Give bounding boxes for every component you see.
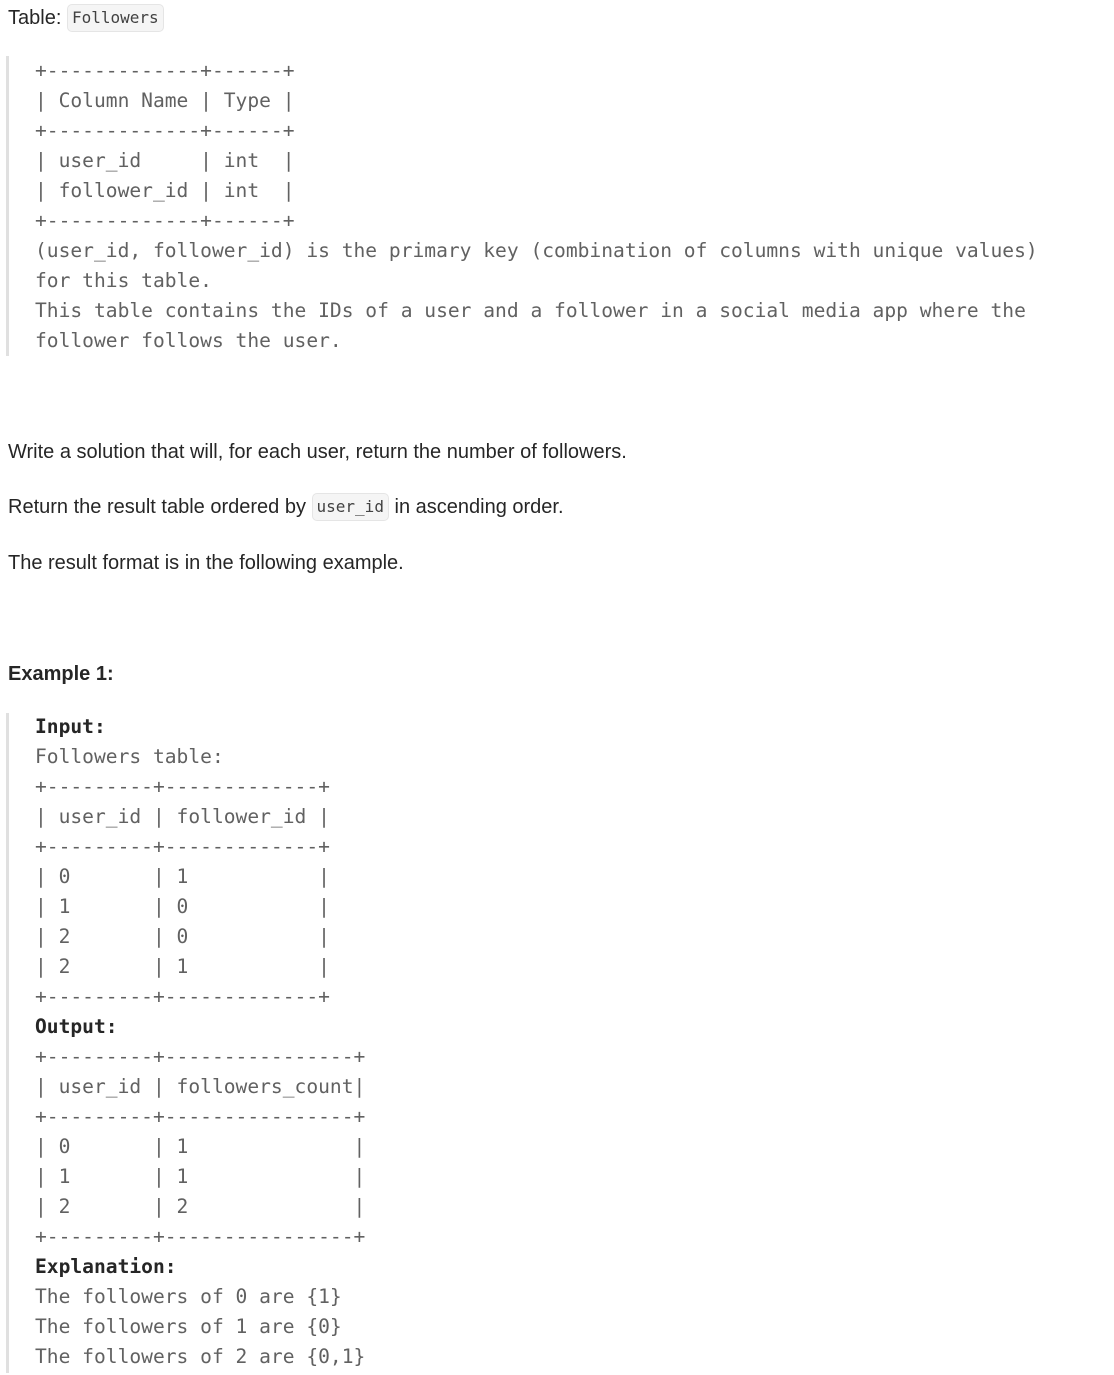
schema-line: +-------------+------+ — [35, 209, 295, 232]
problem-statement: Write a solution that will, for each user, return the number of followers. — [8, 441, 627, 463]
output-line: +---------+----------------+ — [35, 1225, 366, 1248]
order-suffix: in ascending order. — [388, 496, 564, 518]
input-line: +---------+-------------+ — [35, 835, 330, 858]
order-code: user_id — [312, 493, 389, 521]
schema-block — [35, 56, 1038, 356]
output-label: Output: — [35, 1015, 118, 1038]
explanation-line: The followers of 2 are {0,1} — [35, 1345, 366, 1368]
input-line: | 2 | 0 | — [35, 925, 330, 948]
format-note: The result format is in the following example. — [8, 552, 404, 574]
example-quote-bar — [6, 713, 9, 1373]
output-line: | 0 | 1 | — [35, 1135, 366, 1158]
table-header — [8, 4, 164, 32]
output-line: +---------+----------------+ — [35, 1045, 366, 1068]
table-name-code: Followers — [67, 4, 164, 32]
schema-line: | follower_id | int | — [35, 179, 295, 202]
output-line: | 1 | 1 | — [35, 1165, 366, 1188]
input-label: Input: — [35, 715, 106, 738]
schema-line: +-------------+------+ — [35, 119, 295, 142]
order-prefix: Return the result table ordered by — [8, 496, 312, 518]
schema-line: for this table. — [35, 269, 212, 292]
schema-line: | Column Name | Type | — [35, 89, 295, 112]
explanation-line: The followers of 0 are {1} — [35, 1285, 342, 1308]
table-label: Table: — [8, 7, 67, 29]
output-line: | 2 | 2 | — [35, 1195, 366, 1218]
input-line: | user_id | follower_id | — [35, 805, 330, 828]
order-instruction — [8, 493, 564, 521]
schema-line: | user_id | int | — [35, 149, 295, 172]
example-title: Example 1: — [8, 663, 114, 685]
input-line: Followers table: — [35, 745, 224, 768]
schema-line: (user_id, follower_id) is the primary key (combination of columns with unique values) — [35, 239, 1038, 262]
example-block — [35, 712, 365, 1372]
input-line: +---------+-------------+ — [35, 775, 330, 798]
schema-line: follower follows the user. — [35, 329, 342, 352]
explanation-line: The followers of 1 are {0} — [35, 1315, 342, 1338]
schema-quote-bar — [6, 56, 9, 356]
output-line: | user_id | followers_count| — [35, 1075, 366, 1098]
input-line: +---------+-------------+ — [35, 985, 330, 1008]
input-line: | 2 | 1 | — [35, 955, 330, 978]
input-line: | 1 | 0 | — [35, 895, 330, 918]
input-line: | 0 | 1 | — [35, 865, 330, 888]
schema-line: This table contains the IDs of a user and a follower in a social media app where the — [35, 299, 1026, 322]
output-line: +---------+----------------+ — [35, 1105, 366, 1128]
schema-line: +-------------+------+ — [35, 59, 295, 82]
explanation-label: Explanation: — [35, 1255, 177, 1278]
